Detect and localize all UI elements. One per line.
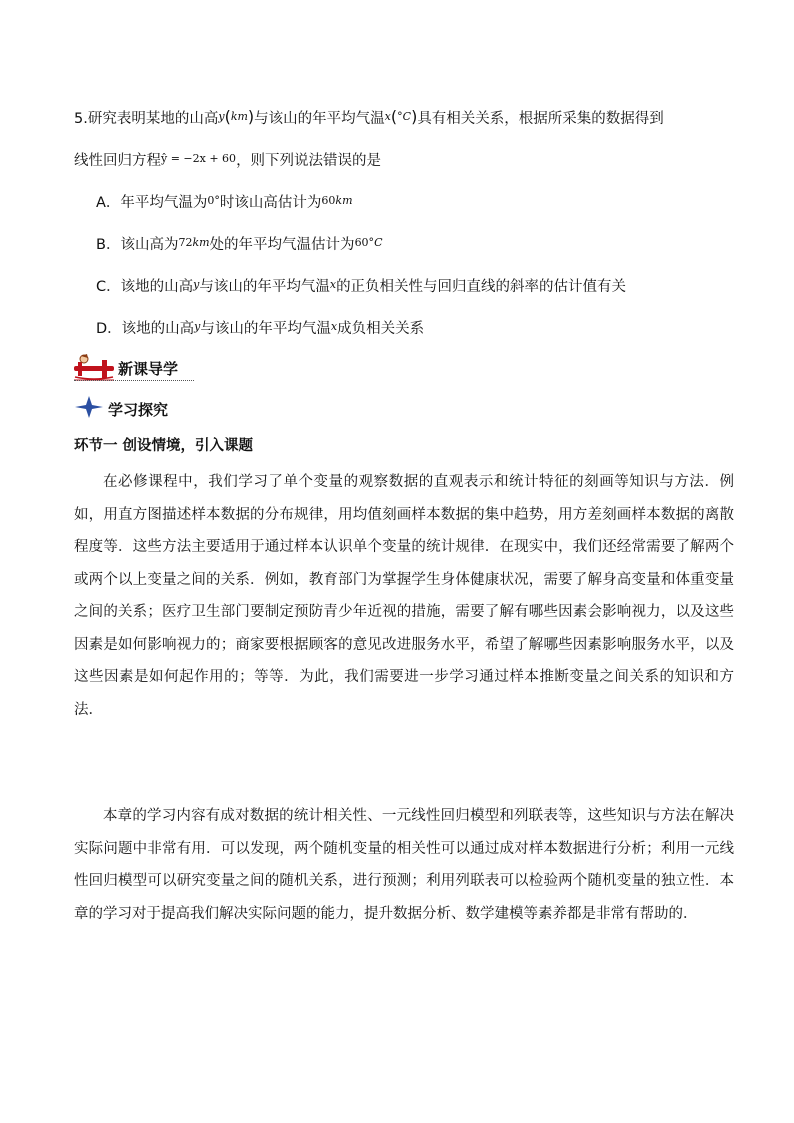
question-text: 与该山的年平均气温 — [254, 111, 385, 127]
four-point-star-icon — [74, 395, 104, 419]
question-text: 具有相关关系，根据所采集的数据得到 — [417, 111, 664, 127]
stage-heading: 环节一 创设情境，引入课题 — [74, 438, 254, 454]
question-text: 5.研究表明某地的山高 — [74, 111, 219, 127]
option-b: B．该山高为$^{72km}$处的年平均气温估计为$^{60^\circ C}$ — [96, 236, 383, 253]
question-line-2 — [74, 148, 381, 172]
section-header — [72, 352, 196, 382]
unit-km: km — [230, 110, 248, 123]
regression-equation: ŷ = −2x + 60 — [161, 152, 237, 165]
option-a: A．年平均气温为$^{0^\circ}$时该山高估计为$^{60km}$ — [96, 194, 353, 211]
var-y: y — [218, 110, 225, 123]
option-d: D．该地的山高$^y$与该山的年平均气温$^x$成负相关关系 — [96, 320, 425, 337]
paragraph-2: 本章的学习内容有成对数据的统计相关性、一元线性回归模型和列联表等，这些知识与方法在解决实际问题中非常有用．可以发现，两个随机变量的相关性可以通过成对样本数据进行分析；利用一元线性回归模型可以研究变量之间的随机关系，进行预测；利用列联表可以检验两个随机变量的独立性．本章的学习对于提高我们解决实际问题的能力，提升数据分析、数学建模等素养都是非常有帮助的． — [74, 808, 734, 922]
question-line-1: 5.研究表明某地的山高$^y$($^{km}$)与该山的年平均气温$^x$($^{^\circ C}$)具有相关关系，根据所采集的数据得到 — [74, 107, 664, 127]
section-divider — [74, 380, 194, 381]
option-c: C．该地的山高$^y$与该山的年平均气温$^x$的正负相关性与回归直线的斜率的估计值有关 — [96, 278, 627, 295]
question-text: ，则下列说法错误的是 — [236, 153, 382, 169]
subsection-title: 学习探究 — [108, 401, 169, 419]
section-title: 新课导学 — [118, 360, 179, 378]
airplane-icon — [72, 352, 116, 382]
paragraph-1: 在必修课程中，我们学习了单个变量的观察数据的直观表示和统计特征的刻画等知识与方法．例如，用直方图描述样本数据的分布规律，用均值刻画样本数据的集中趋势，用方差刻画样本数据的离散程度等．这些方法主要适用于通过样本认识单个变量的统计规律．在现实中，我们还经常需要了解两个或两个以上变量之间的关系．例如，教育部门为掌握学生身体健康状况，需要了解身高变量和体重变量之间的关系；医疗卫生部门要制定预防青少年近视的措施，需要了解有哪些因素会影响视力，以及这些因素是如何影响视力的；商家要根据顾客的意见改进服务水平，希望了解哪些因素影响服务水平，以及这些因素是如何起作用的；等等．为此，我们需要进一步学习通过样本推断变量之间关系的知识和方法． — [74, 474, 734, 718]
var-x: x — [384, 110, 391, 123]
unit-celsius: °C — [397, 110, 412, 123]
question-text: 线性回归方程 — [74, 153, 161, 169]
